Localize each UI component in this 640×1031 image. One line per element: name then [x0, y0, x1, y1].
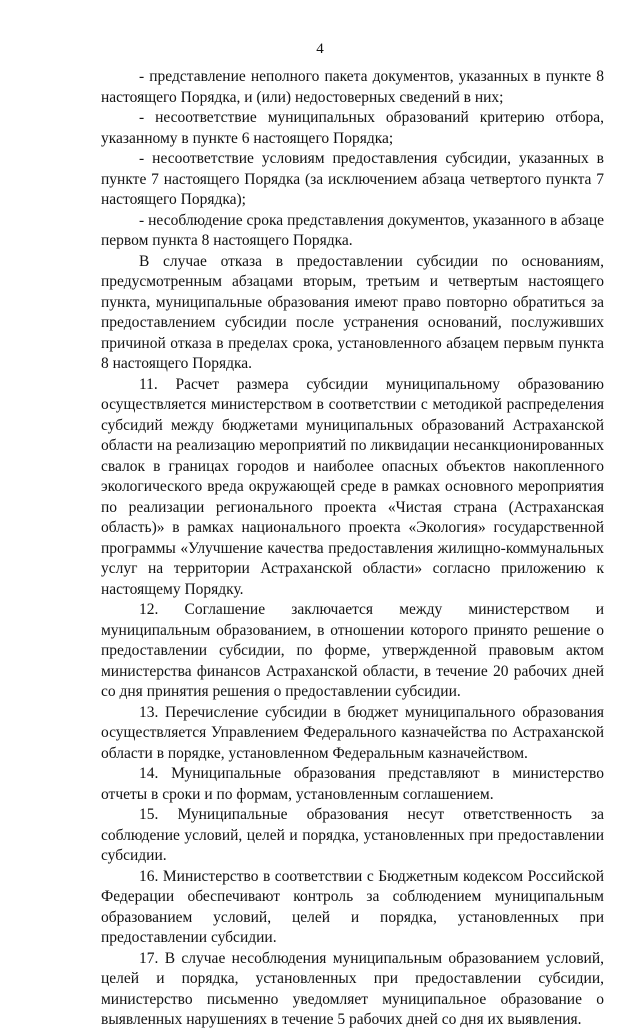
- document-body: [101, 67, 604, 1031]
- paragraph-17: 17. В случае несоблюдения муниципальным образованием условий, целей и порядка, установленных при предоставлении субсидии, министерство письменно уведомляет муниципальное образование о выявленных нарушениях в течение 5 рабочих дней со дня их выявления.: [101, 949, 604, 1028]
- paragraph-5: В случае отказа в предоставлении субсидии по основаниям, предусмотренным абзацами вторым, третьим и четвертым настоящего пункта, муниципальные образования имеют право повторно обратиться за предоставлением субсидии после устранения оснований, послуживших причиной отказа в пределах срока, установленного абзацем первым пункта 8 настоящего Порядка.: [101, 252, 604, 372]
- paragraph-13: 13. Перечисление субсидии в бюджет муниципального образования осуществляется Управлением Федерального казначейства по Астраханской области в порядке, установленном Федеральным казначейством.: [101, 703, 604, 762]
- paragraph-14: 14. Муниципальные образования представляют в министерство отчеты в сроки и по формам, установленным соглашением.: [101, 765, 604, 803]
- paragraph-16: 16. Министерство в соответствии с Бюджетным кодексом Российской Федерации обеспечивают контроль за соблюдением муниципальным образованием условий, целей и порядка, установленных при предоставлении субсидии.: [101, 867, 604, 946]
- paragraph-1: - представление неполного пакета документов, указанных в пункте 8 настоящего Порядка, и (или) недостоверных сведений в них;: [101, 68, 604, 106]
- paragraph-15: 15. Муниципальные образования несут ответственность за соблюдение условий, целей и порядка, установленных при предоставлении субсидии.: [101, 806, 604, 864]
- paragraph-3: - несоответствие условиям предоставления субсидии, указанных в пункте 7 настоящего Порядка (за исключением абзаца четвертого пункта 7 настоящего Порядка);: [101, 150, 604, 208]
- paragraph-4: - несоблюдение срока представления документов, указанного в абзаце первом пункта 8 настоящего Порядка.: [101, 211, 604, 249]
- paragraph-2: - несоответствие муниципальных образований критерию отбора, указанному в пункте 6 настоящего Порядка;: [101, 109, 604, 147]
- page-number: 4: [316, 41, 324, 57]
- paragraph-11: 11. Расчет размера субсидии муниципальному образованию осуществляется министерством в соответствии с методикой распределения субсидий между бюджетами муниципальных образований Астраханской области на реализацию мероприятий по ликвидации несанкционированных свалок в границах городов и наиболее опасных объектов накопленного экологического вреда окружающей среде в рамках основного мероприятия по реализации регионального проекта «Чистая страна (Астраханская область)» в рамках национального проекта «Экология» государственной программы «Улучшение качества предоставления жилищно-коммунальных услуг на территории Астраханской области» согласно приложению к настоящему Порядку.: [101, 375, 604, 598]
- paragraph-12: 12. Соглашение заключается между министерством и муниципальным образованием, в отношении которого принято решение о предоставлении субсидии, по форме, утвержденной правовым актом министерства финансов Астраханской области, в течение 20 рабочих дней со дня принятия решения о предоставлении субсидии.: [101, 601, 604, 700]
